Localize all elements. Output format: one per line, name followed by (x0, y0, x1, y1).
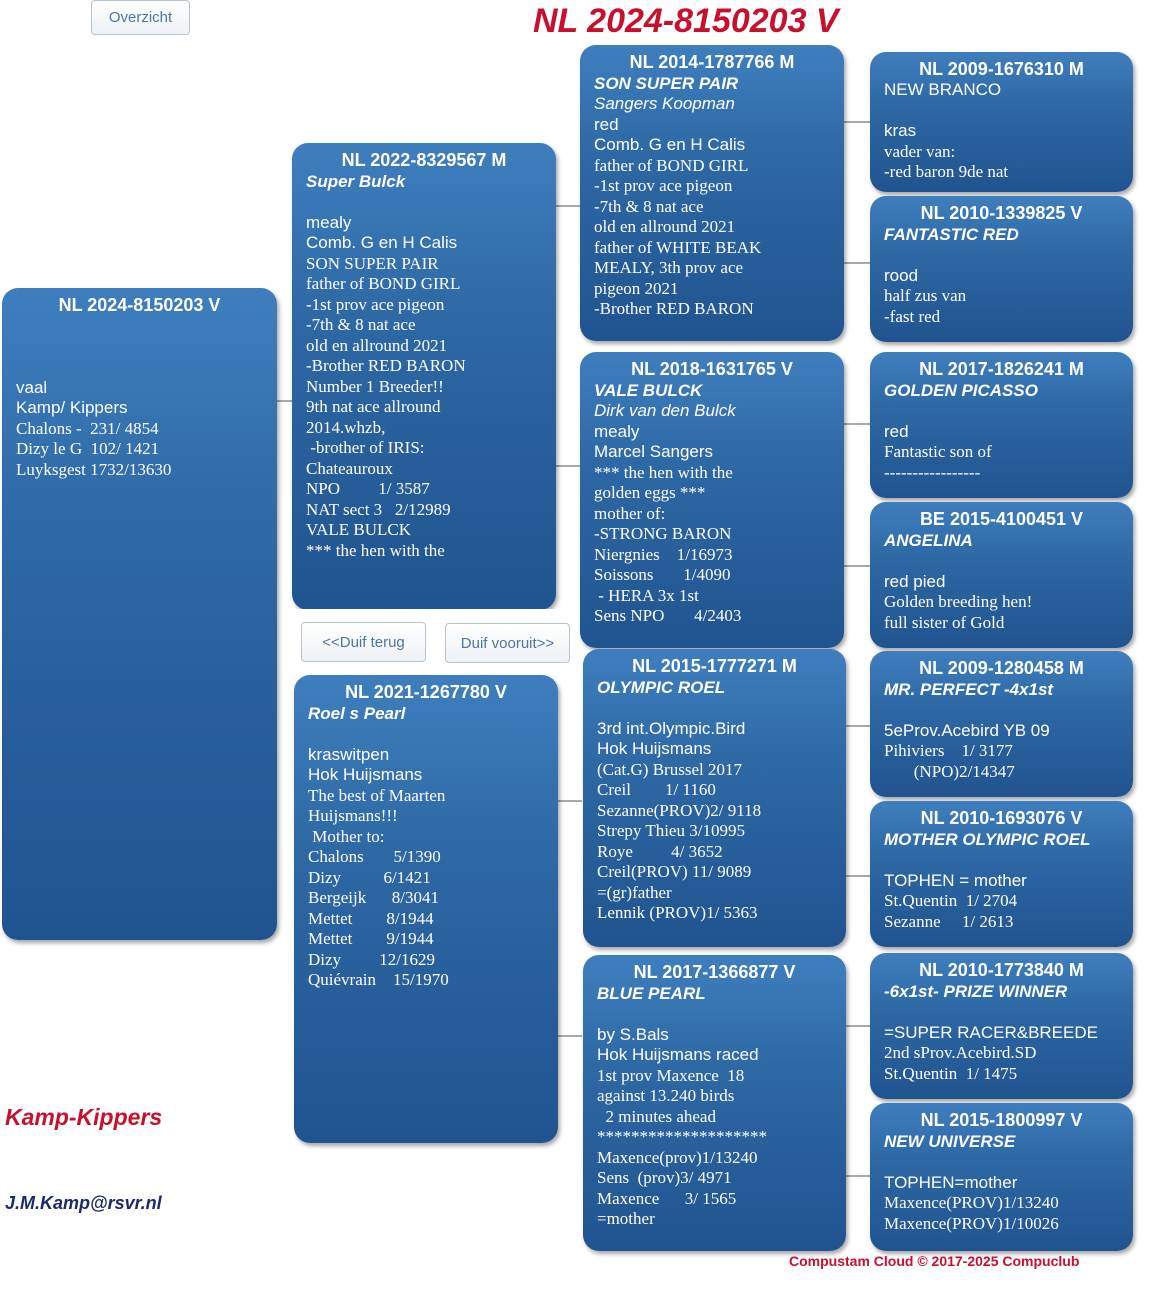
great-grandparent-card[interactable] (870, 651, 1133, 797)
pedigree-note-line: Comb. G en H Calis (594, 135, 746, 154)
pedigree-note-line: golden eggs *** (594, 483, 706, 502)
pedigree-note-line: Quiévrain 15/1970 (308, 970, 449, 989)
pigeon-name: MR. PERFECT -4x1st (884, 680, 1054, 699)
paternal-grandfather-card[interactable] (580, 45, 844, 341)
pedigree-note-line: vaal (16, 377, 48, 397)
father-card[interactable] (292, 143, 556, 610)
contact-email[interactable]: J.M.Kamp@rsvr.nl (5, 1193, 162, 1213)
ring-number: NL 2018-1631765 V (631, 359, 793, 379)
great-grandparent-card[interactable] (870, 953, 1133, 1099)
pedigree-note-line: *** the hen with the (594, 462, 733, 482)
pedigree-note-line (884, 245, 1119, 266)
ring-number: BE 2015-4100451 V (919, 509, 1084, 529)
pedigree-note-line (597, 698, 832, 719)
pedigree-note-line: Maxence(prov)1/13240 (597, 1147, 758, 1167)
pedigree-note-line (16, 357, 263, 378)
pedigree-note-line (597, 1004, 832, 1025)
pedigree-note-line: Chalons - 231/ 4854 (16, 418, 159, 438)
pedigree-note-line: Maxence(PROV)1/10026 (884, 1213, 1059, 1233)
pigeon-name: Super Bulck (306, 172, 406, 191)
great-grandparent-card[interactable] (870, 502, 1133, 648)
pigeon-name: Roel s Pearl (308, 704, 406, 723)
pigeon-name: VALE BULCK (594, 381, 703, 400)
pedigree-note-line (16, 316, 263, 337)
great-grandparent-card[interactable] (870, 1103, 1133, 1251)
pedigree-note-line: -red baron 9de nat (884, 162, 1009, 181)
pedigree-note-line: Fantastic son of (884, 442, 992, 461)
pedigree-note-line: full sister of Gold (884, 612, 1005, 632)
pedigree-note-line: Pihiviers 1/ 3177 (884, 741, 1013, 760)
connector-line (845, 1025, 870, 1027)
brand-label: Kamp-Kippers (5, 1104, 163, 1130)
pedigree-note-line: red pied (884, 571, 946, 591)
maternal-grandfather-card[interactable] (583, 649, 846, 947)
pedigree-note-line: Luyksgest 1732/13630 (16, 459, 172, 479)
pedigree-note-line: Chateauroux (306, 458, 393, 478)
pedigree-note-line (884, 401, 1119, 422)
pedigree-note-line (884, 850, 1119, 871)
ring-number: NL 2015-1800997 V (920, 1110, 1083, 1130)
pedigree-note-line: Comb. G en H Calis (306, 233, 458, 252)
next-pigeon-button[interactable]: Duif vooruit>> (445, 623, 570, 663)
pedigree-note-line: -Brother RED BARON (594, 299, 754, 318)
pedigree-note-line: 1st prov Maxence 18 (597, 1065, 745, 1085)
pedigree-note-line: -Brother RED BARON (306, 356, 466, 375)
pigeon-name: -6x1st- PRIZE WINNER (884, 982, 1068, 1001)
connector-line (843, 423, 870, 425)
pedigree-note-line: 3rd int.Olympic.Bird (597, 718, 746, 738)
mother-card[interactable] (294, 675, 558, 1143)
pedigree-note-line: St.Quentin 1/ 1475 (884, 1063, 1018, 1083)
pedigree-note-line: Sens NPO 4/2403 (594, 606, 742, 625)
great-grandparent-card[interactable] (870, 801, 1133, 947)
pedigree-note-line (884, 700, 1119, 721)
pedigree-note-line: =SUPER RACER&BREEDE (884, 1022, 1098, 1042)
ring-number: NL 2010-1773840 M (919, 960, 1084, 980)
pedigree-note-line: St.Quentin 1/ 2704 (884, 891, 1018, 910)
ring-number: NL 2009-1676310 M (919, 59, 1084, 79)
page-title: NL 2024-8150203 V (533, 2, 839, 40)
pedigree-note-line: (NPO)2/14347 (884, 761, 1015, 781)
connector-line (556, 205, 580, 207)
pedigree-note-line: half zus van (884, 286, 967, 305)
pedigree-note-line: Sens (prov)3/ 4971 (597, 1168, 732, 1187)
pedigree-note-line: by S.Bals (597, 1024, 669, 1044)
pedigree-note-line: rood (884, 265, 919, 285)
pedigree-note-line: =mother (597, 1209, 655, 1228)
connector-line (558, 1035, 582, 1037)
ring-number: NL 2017-1826241 M (919, 359, 1084, 379)
ring-number: NL 2015-1777271 M (632, 656, 797, 676)
pedigree-note-line: 9th nat ace allround (306, 397, 441, 416)
pedigree-note-line: mealy (594, 421, 640, 441)
pedigree-note-line: Soissons 1/4090 (594, 565, 731, 584)
pedigree-note-line: pigeon 2021 (594, 278, 679, 298)
great-grandparent-card[interactable] (870, 196, 1133, 342)
ring-number: NL 2022-8329567 M (341, 150, 507, 170)
pedigree-note-line: -fast red (884, 306, 941, 326)
pedigree-note-line: red (594, 114, 619, 134)
ring-number: NL 2010-1339825 V (920, 203, 1083, 223)
pedigree-note-line: Sezanne(PROV)2/ 9118 (597, 800, 762, 820)
ring-number: NL 2014-1787766 M (629, 52, 795, 72)
pedigree-note-line: red (884, 421, 909, 441)
pedigree-note-line: -1st prov ace pigeon (306, 294, 445, 314)
pedigree-note-line (884, 1002, 1119, 1023)
pedigree-note-line: Sezanne 1/ 2613 (884, 911, 1014, 931)
pedigree-note-line: TOPHEN=mother (884, 1172, 1018, 1192)
pedigree-note-line: mealy (306, 212, 352, 232)
pedigree-note-line: father of BOND GIRL (306, 274, 461, 293)
ring-number: NL 2021-1267780 V (345, 682, 507, 702)
connector-line (843, 262, 870, 264)
pedigree-note-line: mother of: (594, 503, 666, 523)
overview-button[interactable]: Overzicht (91, 0, 190, 35)
pigeon-name: GOLDEN PICASSO (884, 381, 1038, 400)
pedigree-note-line: kraswitpen (308, 744, 390, 764)
pedigree-note-line: Dizy 6/1421 (308, 867, 431, 887)
pedigree-note-line: *** the hen with the (306, 540, 445, 560)
pedigree-note-line: father of WHITE BEAK (594, 237, 762, 257)
pedigree-note-line: Maxence(PROV)1/13240 (884, 1193, 1059, 1212)
pedigree-note-line: Mother to: (308, 826, 385, 846)
pedigree-note-line: -7th & 8 nat ace (306, 315, 416, 334)
pedigree-note-line: father of BOND GIRL (594, 155, 749, 175)
pedigree-note-line: 2nd sProv.Acebird.SD (884, 1043, 1037, 1062)
pedigree-note-line: kras (884, 121, 917, 140)
pedigree-note-line: Chalons 5/1390 (308, 847, 441, 866)
pigeon-name: NEW UNIVERSE (884, 1132, 1016, 1151)
pedigree-note-line: -STRONG BARON (594, 524, 732, 543)
pedigree-note-line: 5eProv.Acebird YB 09 (884, 720, 1050, 740)
pedigree-note-line: Lennik (PROV)1/ 5363 (597, 903, 758, 922)
great-grandparent-card[interactable] (870, 52, 1133, 192)
connector-line (845, 725, 870, 727)
pedigree-note-line: Dizy le G 102/ 1421 (16, 439, 160, 458)
pedigree-note-line: -brother of IRIS: (306, 438, 425, 457)
pedigree-note-line: Roye 4/ 3652 (597, 841, 723, 861)
pedigree-note-line (884, 1152, 1119, 1173)
pedigree-note-line: Dizy 12/1629 (308, 949, 436, 969)
maternal-grandmother-card[interactable] (583, 955, 846, 1251)
pedigree-note-line: Creil(PROV) 11/ 9089 (597, 862, 752, 881)
pedigree-note-line: MEALY, 3th prov ace (594, 258, 744, 277)
pedigree-note-line (884, 551, 1119, 572)
pedigree-note-line (16, 337, 263, 358)
pigeon-name: ANGELINA (884, 531, 973, 550)
connector-line (556, 465, 580, 467)
pedigree-note-line: against 13.240 birds (597, 1086, 735, 1105)
pedigree-note-line (306, 192, 542, 213)
pedigree-note-line: old en allround 2021 (594, 217, 736, 236)
connector-line (277, 400, 293, 402)
pedigree-note-line (308, 724, 544, 745)
pedigree-note-line: Creil 1/ 1160 (597, 780, 716, 799)
pedigree-note-line: Mettet 8/1944 (308, 908, 434, 928)
pedigree-note-line: Niergnies 1/16973 (594, 544, 733, 564)
paternal-grandmother-card[interactable] (580, 352, 844, 648)
pedigree-note-line: The best of Maarten (308, 785, 446, 805)
pedigree-note-line: Golden breeding hen! (884, 592, 1033, 611)
pedigree-note-line: NPO 1/ 3587 (306, 479, 430, 498)
pedigree-note-line: Hok Huijsmans raced (597, 1045, 759, 1064)
ring-number: NL 2009-1280458 M (919, 658, 1084, 678)
pigeon-name: MOTHER OLYMPIC ROEL (884, 830, 1091, 849)
pedigree-note-line: Dirk van den Bulck (594, 401, 736, 420)
connector-line (845, 875, 870, 877)
great-grandparent-card[interactable] (870, 352, 1133, 498)
pedigree-note-line: Hok Huijsmans (308, 765, 423, 784)
pigeon-name: FANTASTIC RED (884, 225, 1019, 244)
connector-line (843, 565, 870, 567)
previous-pigeon-button[interactable]: <<Duif terug (301, 622, 426, 662)
pigeon-name: SON SUPER PAIR (594, 74, 739, 93)
pedigree-note-line: vader van: (884, 141, 956, 161)
pedigree-note-line: Marcel Sangers (594, 442, 714, 461)
pedigree-note-line: 2014.whzb, (306, 417, 386, 437)
copyright-text: Compustam Cloud © 2017-2025 Compuclub (789, 1253, 1080, 1269)
pedigree-note-line: ******************** (597, 1127, 767, 1146)
pedigree-note-line: -1st prov ace pigeon (594, 176, 733, 195)
pedigree-note-line (884, 101, 1119, 122)
pedigree-note-line: Hok Huijsmans (597, 739, 712, 758)
pedigree-note-line: old en allround 2021 (306, 335, 448, 355)
pedigree-note-line: TOPHEN = mother (884, 870, 1027, 890)
pedigree-note-line: Bergeijk 8/3041 (308, 888, 439, 907)
pedigree-note-line: Strepy Thieu 3/10995 (597, 821, 745, 840)
connector-line (845, 1175, 870, 1177)
pedigree-note-line: Maxence 3/ 1565 (597, 1188, 737, 1208)
ring-number: NL 2010-1693076 V (920, 808, 1083, 828)
ring-number: NL 2024-8150203 V (58, 295, 221, 315)
pedigree-note-line: (Cat.G) Brussel 2017 (597, 759, 742, 779)
ring-number: NL 2017-1366877 V (633, 962, 796, 982)
pedigree-note-line: Number 1 Breeder!! (306, 376, 444, 396)
pedigree-note-line: ----------------- (884, 462, 981, 482)
subject-pigeon-card[interactable] (2, 288, 277, 940)
pedigree-note-line: SON SUPER PAIR (306, 253, 439, 273)
pedigree-note-line: 2 minutes ahead (597, 1106, 716, 1126)
pedigree-note-line: Kamp/ Kippers (16, 398, 128, 417)
pedigree-note-line: -7th & 8 nat ace (594, 196, 704, 216)
pedigree-note-line: NAT sect 3 2/12989 (306, 499, 451, 519)
pedigree-note-line: - HERA 3x 1st (594, 585, 699, 605)
pedigree-note-line: Huijsmans!!! (308, 806, 398, 825)
pedigree-note-line: Sangers Koopman (594, 94, 735, 113)
pigeon-name: OLYMPIC ROEL (597, 678, 726, 697)
pedigree-note-line: Mettet 9/1944 (308, 929, 434, 948)
connector-line (558, 800, 582, 802)
pedigree-note-line: =(gr)father (597, 882, 672, 902)
pigeon-name: BLUE PEARL (597, 984, 706, 1003)
pedigree-note-line: VALE BULCK (306, 520, 411, 539)
pedigree-note-line: NEW BRANCO (884, 80, 1002, 99)
